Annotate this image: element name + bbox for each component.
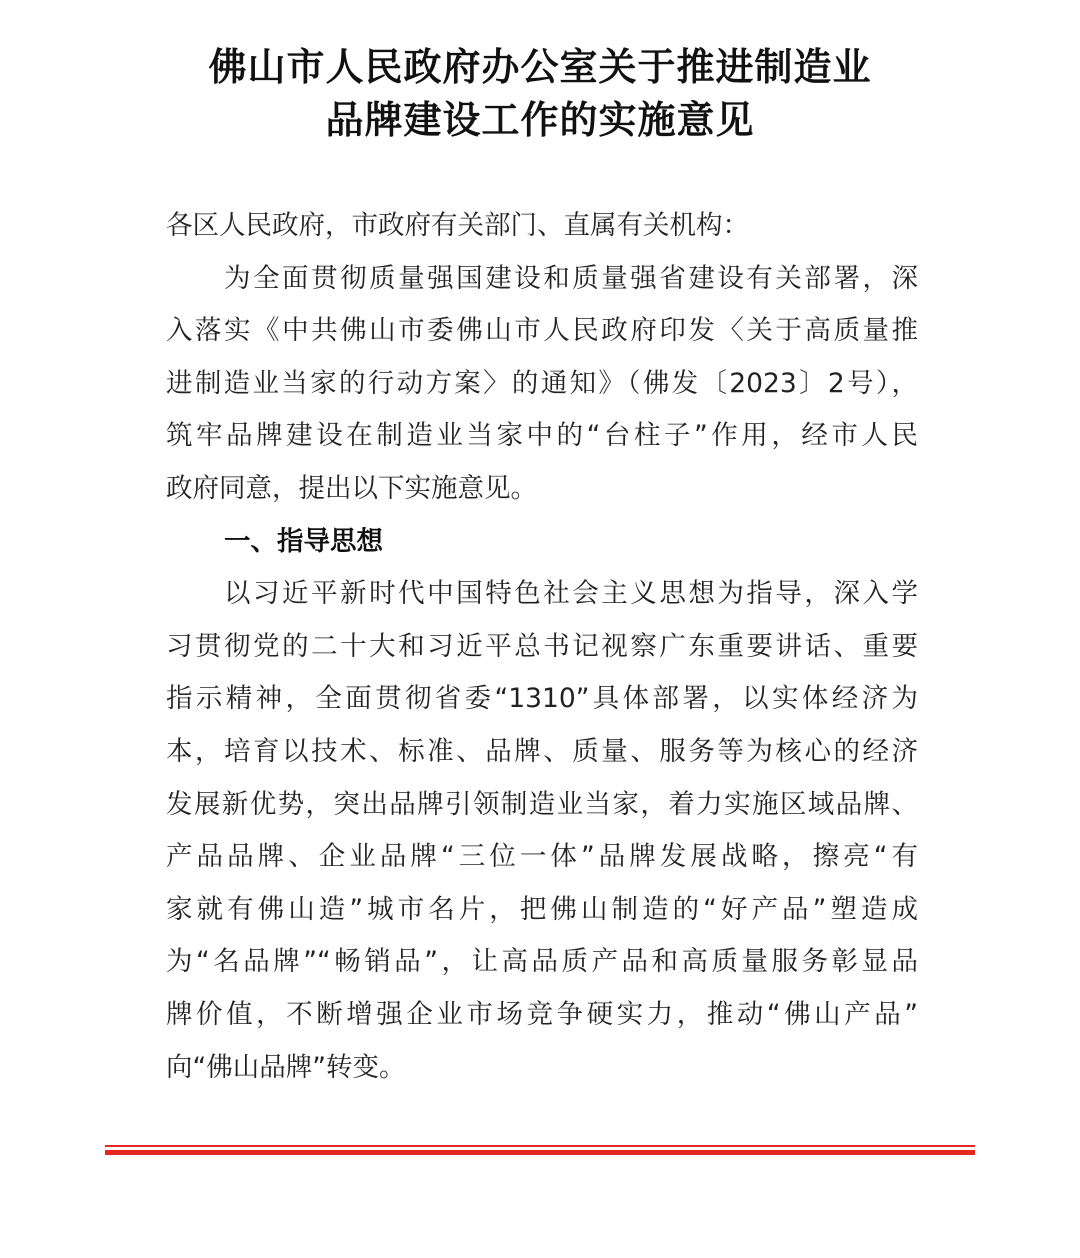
document-body bbox=[166, 200, 918, 1094]
paragraph-line: 本，培育以技术、标准、品牌、质量、服务等为核心的经济 bbox=[166, 735, 918, 767]
paragraph-line: 发展新优势，突出品牌引领制造业当家，着力实施区域品牌、 bbox=[166, 788, 918, 820]
paragraph-line: 指示精神，全面贯彻省委“1310”具体部署，以实体经济为 bbox=[166, 683, 918, 715]
red-rule-thick bbox=[105, 1150, 975, 1155]
paragraph-line: 产品品牌、企业品牌“三位一体”品牌发展战略，擦亮“有 bbox=[166, 841, 918, 873]
document-title-line-2: 品牌建设工作的实施意见 bbox=[325, 97, 755, 142]
paragraph-line: 家就有佛山造”城市名片，把佛山制造的“好产品”塑造成 bbox=[166, 893, 918, 925]
paragraph-line: 为全面贯彻质量强国建设和质量强省建设有关部署，深 bbox=[224, 262, 918, 294]
paragraph-line: 入落实《中共佛山市委佛山市人民政府印发〈关于高质量推 bbox=[166, 315, 918, 347]
paragraph-line: 进制造业当家的行动方案〉的通知》（佛发〔2023〕2号）， bbox=[166, 367, 918, 399]
paragraph-line: 牌价值，不断增强企业市场竞争硬实力，推动“佛山产品” bbox=[166, 998, 918, 1030]
paragraph-line: 向“佛山品牌”转变。 bbox=[166, 1051, 406, 1083]
paragraph-line: 以习近平新时代中国特色社会主义思想为指导，深入学 bbox=[224, 578, 918, 610]
paragraph-line: 习贯彻党的二十大和习近平总书记视察广东重要讲话、重要 bbox=[166, 630, 918, 662]
red-rule-thin bbox=[105, 1145, 975, 1147]
paragraph-line: 政府同意，提出以下实施意见。 bbox=[166, 472, 537, 504]
section-heading: 一、指导思想 bbox=[224, 525, 383, 557]
paragraph-line: 筑牢品牌建设在制造业当家中的“台柱子”作用，经市人民 bbox=[166, 420, 918, 452]
paragraph-line: 为“名品牌”“畅销品”，让高品质产品和高质量服务彰显品 bbox=[166, 946, 918, 978]
document-title-line-1: 佛山市人民政府办公室关于推进制造业 bbox=[208, 44, 872, 89]
salutation: 各区人民政府，市政府有关部门、直属有关机构： bbox=[166, 210, 749, 241]
